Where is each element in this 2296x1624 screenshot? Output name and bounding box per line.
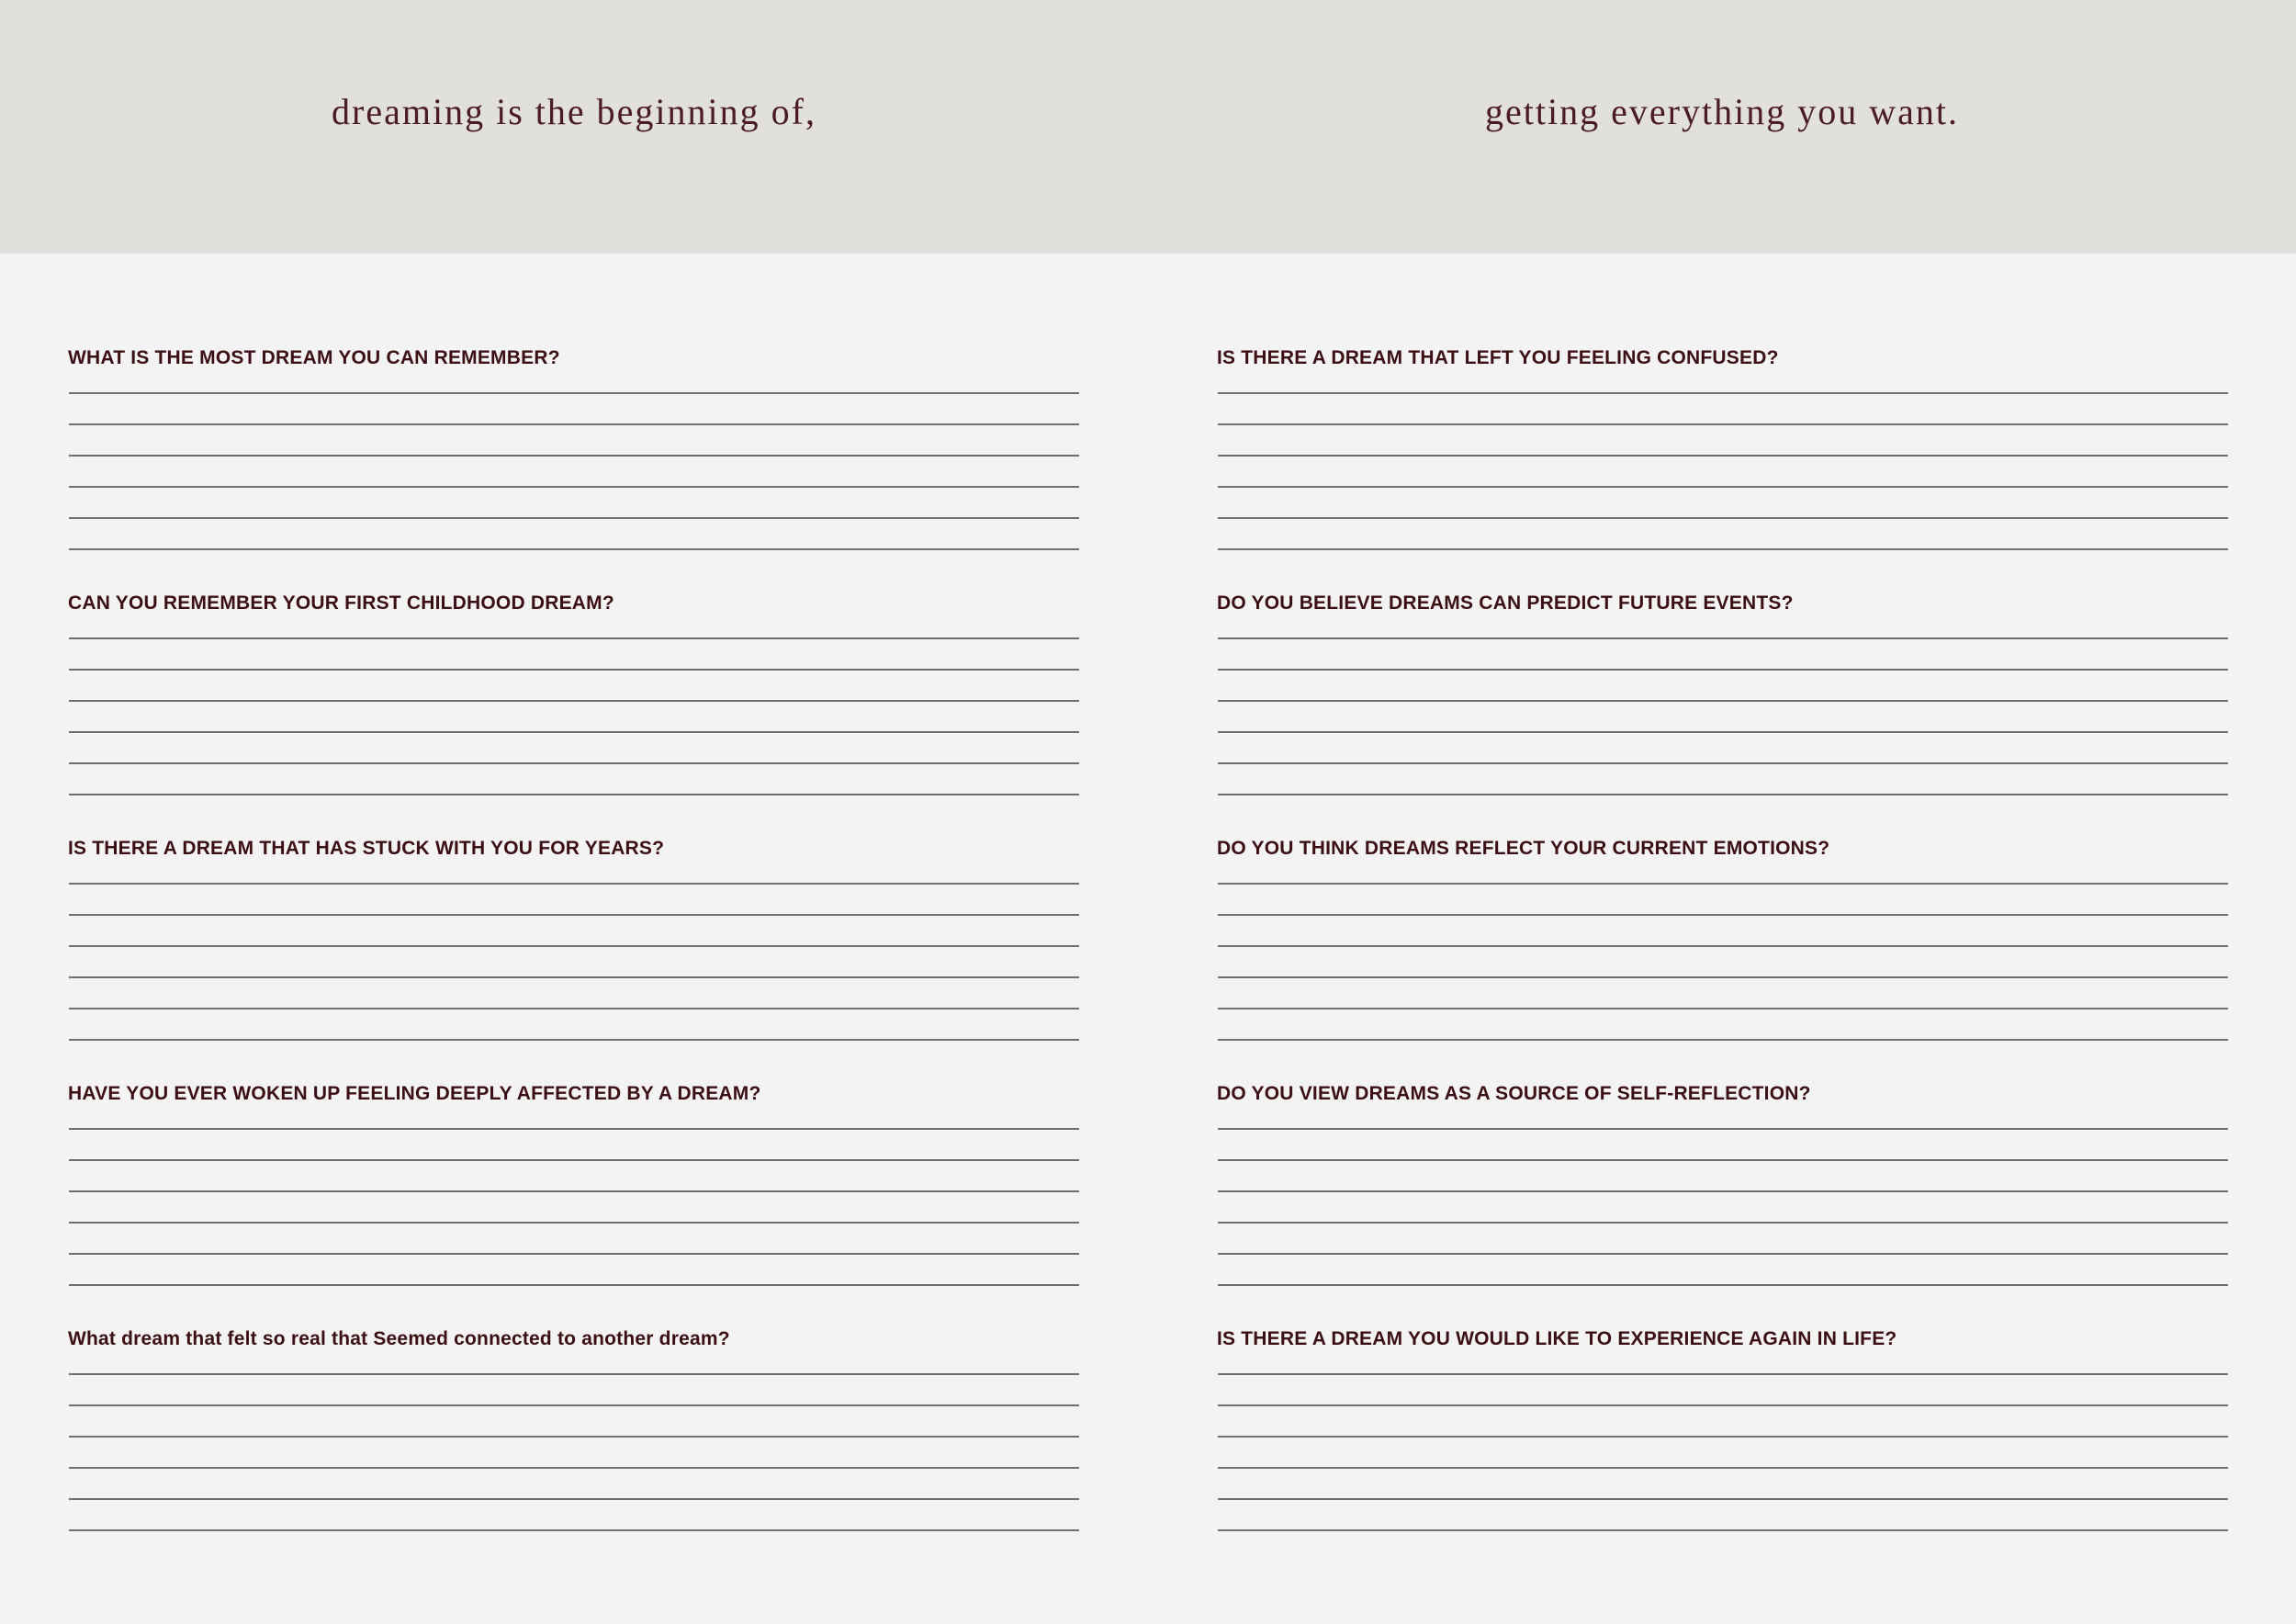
writing-line[interactable] [69,1190,1079,1192]
question-block [1217,585,2227,796]
question-label: WHAT IS THE MOST DREAM YOU CAN REMEMBER? [68,347,560,368]
writing-line[interactable] [69,1222,1079,1224]
writing-line[interactable] [69,1373,1079,1375]
writing-line[interactable] [69,392,1079,394]
writing-line[interactable] [1218,731,2228,733]
question-label: HAVE YOU EVER WOKEN UP FEELING DEEPLY AFFECTED BY A DREAM? [68,1083,761,1104]
writing-line[interactable] [1218,669,2228,671]
writing-line[interactable] [69,1467,1079,1469]
writing-line[interactable] [1218,1008,2228,1009]
question-block [68,1321,1078,1532]
writing-line[interactable] [1218,1159,2228,1161]
writing-line[interactable] [1218,945,2228,947]
question-block [68,585,1078,796]
tagline-right: getting everything you want. [1485,91,1959,132]
writing-line[interactable] [69,455,1079,457]
writing-line[interactable] [69,914,1079,916]
writing-line[interactable] [1218,1253,2228,1255]
question-label: IS THERE A DREAM THAT LEFT YOU FEELING CONFUSED? [1217,347,1779,368]
question-label: IS THERE A DREAM YOU WOULD LIKE TO EXPERIENCE AGAIN IN LIFE? [1217,1328,1897,1349]
question-label: IS THERE A DREAM THAT HAS STUCK WITH YOU FOR YEARS? [68,838,665,859]
writing-line[interactable] [69,1159,1079,1161]
question-label: CAN YOU REMEMBER YOUR FIRST CHILDHOOD DREAM? [68,592,614,614]
writing-line[interactable] [1218,486,2228,488]
writing-line[interactable] [69,731,1079,733]
question-block [1217,1076,2227,1287]
writing-line[interactable] [1218,914,2228,916]
question-block [1217,830,2227,1042]
writing-line[interactable] [1218,1404,2228,1406]
writing-line[interactable] [69,637,1079,639]
writing-line[interactable] [69,517,1079,519]
question-block [1217,340,2227,551]
writing-line[interactable] [69,669,1079,671]
writing-line[interactable] [1218,1467,2228,1469]
writing-line[interactable] [69,762,1079,764]
writing-line[interactable] [1218,637,2228,639]
tagline-left: dreaming is the beginning of, [332,91,816,132]
writing-line[interactable] [1218,976,2228,978]
question-block [68,340,1078,551]
question-block [68,830,1078,1042]
writing-line[interactable] [69,1039,1079,1041]
writing-line[interactable] [69,945,1079,947]
writing-line[interactable] [1218,1529,2228,1531]
writing-line[interactable] [1218,1039,2228,1041]
writing-line[interactable] [69,700,1079,702]
writing-line[interactable] [1218,517,2228,519]
writing-line[interactable] [69,1436,1079,1438]
question-label: What dream that felt so real that Seemed connected to another dream? [68,1328,730,1349]
writing-line[interactable] [1218,1190,2228,1192]
writing-line[interactable] [69,1404,1079,1406]
writing-line[interactable] [1218,423,2228,425]
writing-line[interactable] [69,1284,1079,1286]
writing-line[interactable] [69,1008,1079,1009]
writing-line[interactable] [69,794,1079,795]
writing-line[interactable] [1218,883,2228,885]
writing-line[interactable] [69,1253,1079,1255]
question-label: DO YOU BELIEVE DREAMS CAN PREDICT FUTURE EVENTS? [1217,592,1794,614]
writing-line[interactable] [69,976,1079,978]
writing-line[interactable] [1218,1373,2228,1375]
writing-line[interactable] [1218,548,2228,550]
question-block [1217,1321,2227,1532]
writing-line[interactable] [69,486,1079,488]
question-label: DO YOU VIEW DREAMS AS A SOURCE OF SELF-REFLECTION? [1217,1083,1811,1104]
writing-line[interactable] [1218,1128,2228,1130]
writing-line[interactable] [1218,1222,2228,1224]
writing-line[interactable] [69,548,1079,550]
question-label: DO YOU THINK DREAMS REFLECT YOUR CURRENT EMOTIONS? [1217,838,1830,859]
writing-line[interactable] [1218,762,2228,764]
header-band [0,0,2296,254]
writing-line[interactable] [1218,1436,2228,1438]
writing-line[interactable] [1218,455,2228,457]
writing-line[interactable] [1218,1284,2228,1286]
writing-line[interactable] [69,1498,1079,1500]
writing-line[interactable] [69,423,1079,425]
writing-line[interactable] [69,883,1079,885]
writing-line[interactable] [69,1128,1079,1130]
writing-line[interactable] [1218,700,2228,702]
writing-line[interactable] [1218,1498,2228,1500]
question-block [68,1076,1078,1287]
writing-line[interactable] [69,1529,1079,1531]
writing-line[interactable] [1218,392,2228,394]
writing-line[interactable] [1218,794,2228,795]
